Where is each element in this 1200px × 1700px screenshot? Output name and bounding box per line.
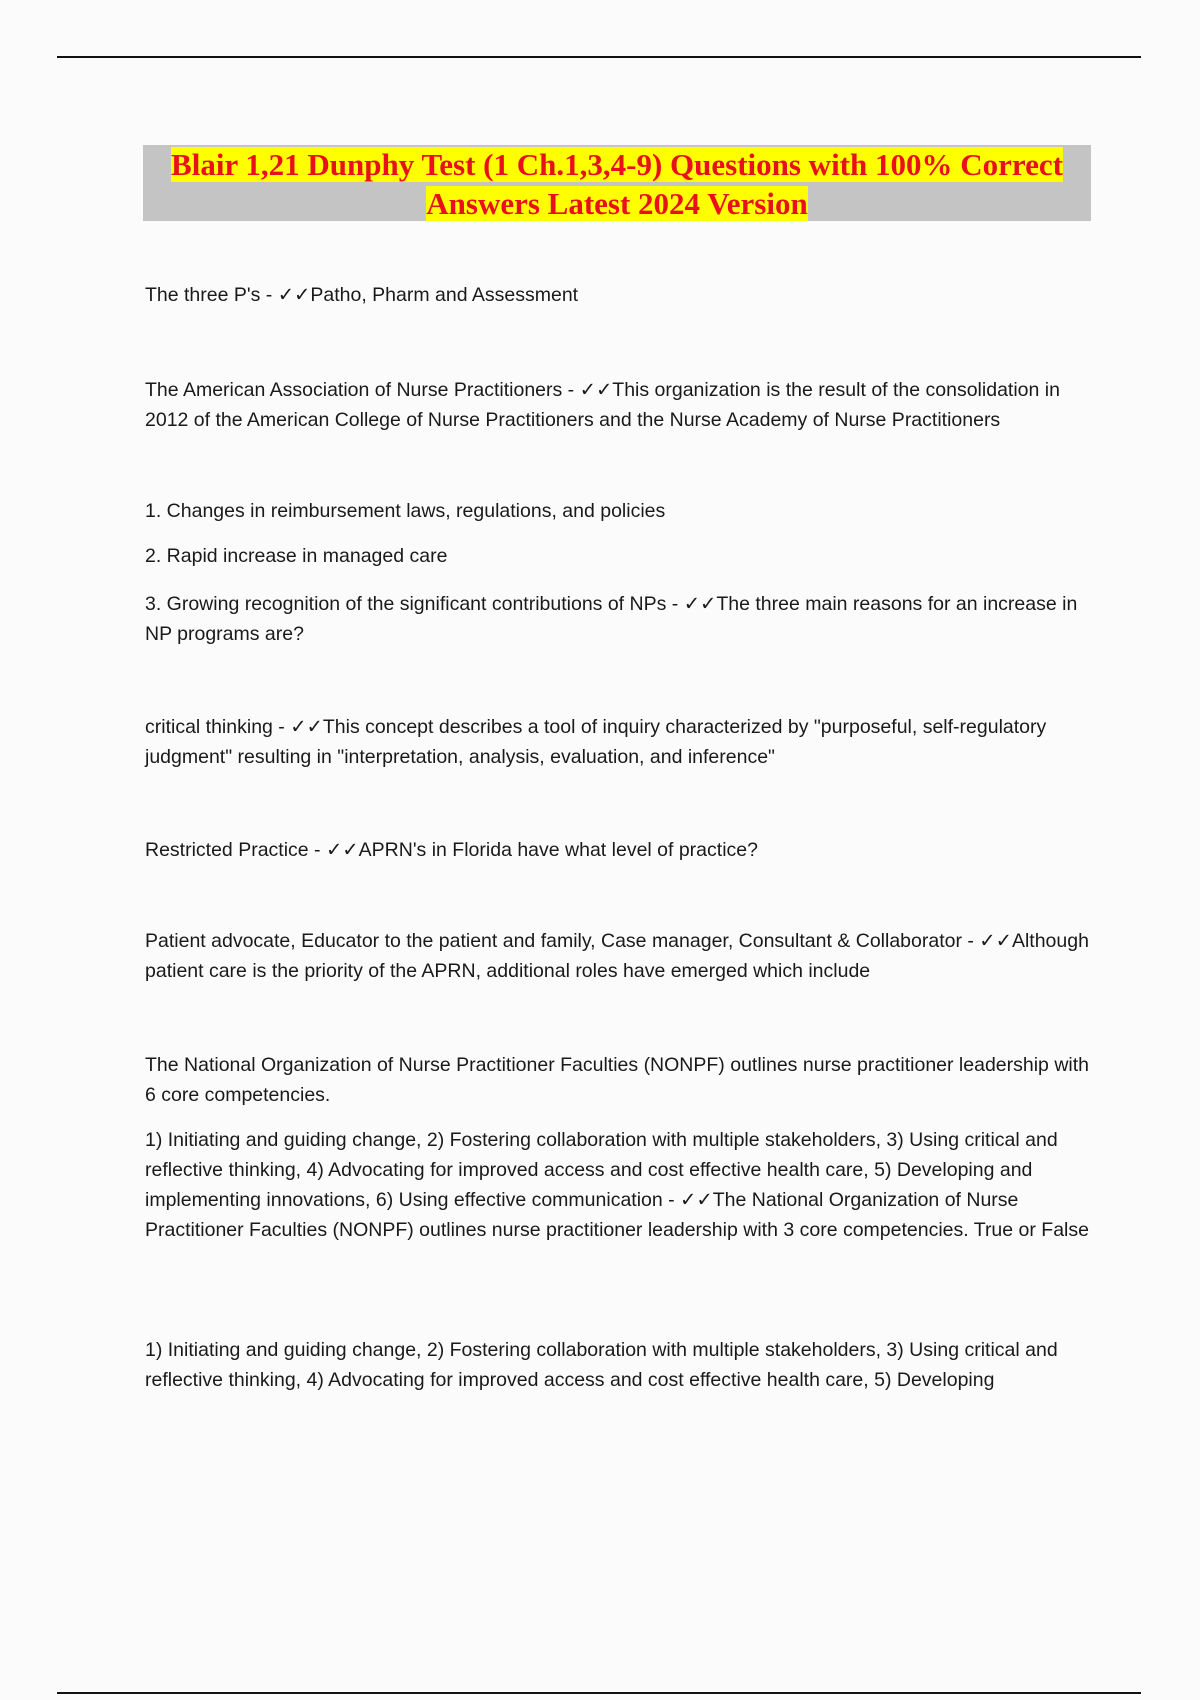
- list-item: 2. Rapid increase in managed care: [145, 545, 448, 567]
- qa-paragraph: The three P's - ✓✓Patho, Pharm and Assessment: [145, 284, 579, 306]
- title-line-1: Blair 1,21 Dunphy Test (1 Ch.1,3,4-9) Questions with 100% Correct: [171, 147, 1063, 182]
- qa-paragraph: Patient advocate, Educator to the patient and family, Case manager, Consultant & Collaborator - ✓✓Although patient care is the priority of the APRN, additional roles have emerged which include: [145, 930, 1089, 982]
- top-rule: [57, 56, 1141, 58]
- qa-paragraph: The American Association of Nurse Practitioners - ✓✓This organization is the result of the consolidation in 2012 of the American College of Nurse Practitioners and the Nurse Academy of Nurse Practitioners: [145, 379, 1060, 431]
- qa-paragraph: 1) Initiating and guiding change, 2) Fostering collaboration with multiple stakeholders, 3) Using critical and reflective thinking, 4) Advocating for improved access and cost effective health care, 5) Developing and implementing innovations, 6) Using effective communication - ✓✓The National Organization of Nurse Practitioner Faculties (NONPF) outlines nurse practitioner leadership with 3 core competencies. True or False: [145, 1129, 1089, 1241]
- title-line-2: Answers Latest 2024 Version: [426, 186, 808, 221]
- qa-paragraph: 3. Growing recognition of the significant contributions of NPs - ✓✓The three main reasons for an increase in NP programs are?: [145, 593, 1078, 645]
- document-title: [143, 145, 1091, 221]
- list-item: 1. Changes in reimbursement laws, regulations, and policies: [145, 500, 666, 522]
- qa-paragraph: Restricted Practice - ✓✓APRN's in Florida have what level of practice?: [145, 839, 758, 861]
- qa-paragraph: critical thinking - ✓✓This concept describes a tool of inquiry characterized by "purposeful, self-regulatory judgment" resulting in "interpretation, analysis, evaluation, and inference": [145, 716, 1047, 768]
- qa-paragraph: 1) Initiating and guiding change, 2) Fostering collaboration with multiple stakeholders, 3) Using critical and reflective thinking, 4) Advocating for improved access and cost effective health care, 5) Developing: [145, 1339, 1058, 1391]
- bottom-rule: [57, 1692, 1141, 1694]
- qa-paragraph: The National Organization of Nurse Practitioner Faculties (NONPF) outlines nurse practitioner leadership with 6 core competencies.: [145, 1054, 1089, 1106]
